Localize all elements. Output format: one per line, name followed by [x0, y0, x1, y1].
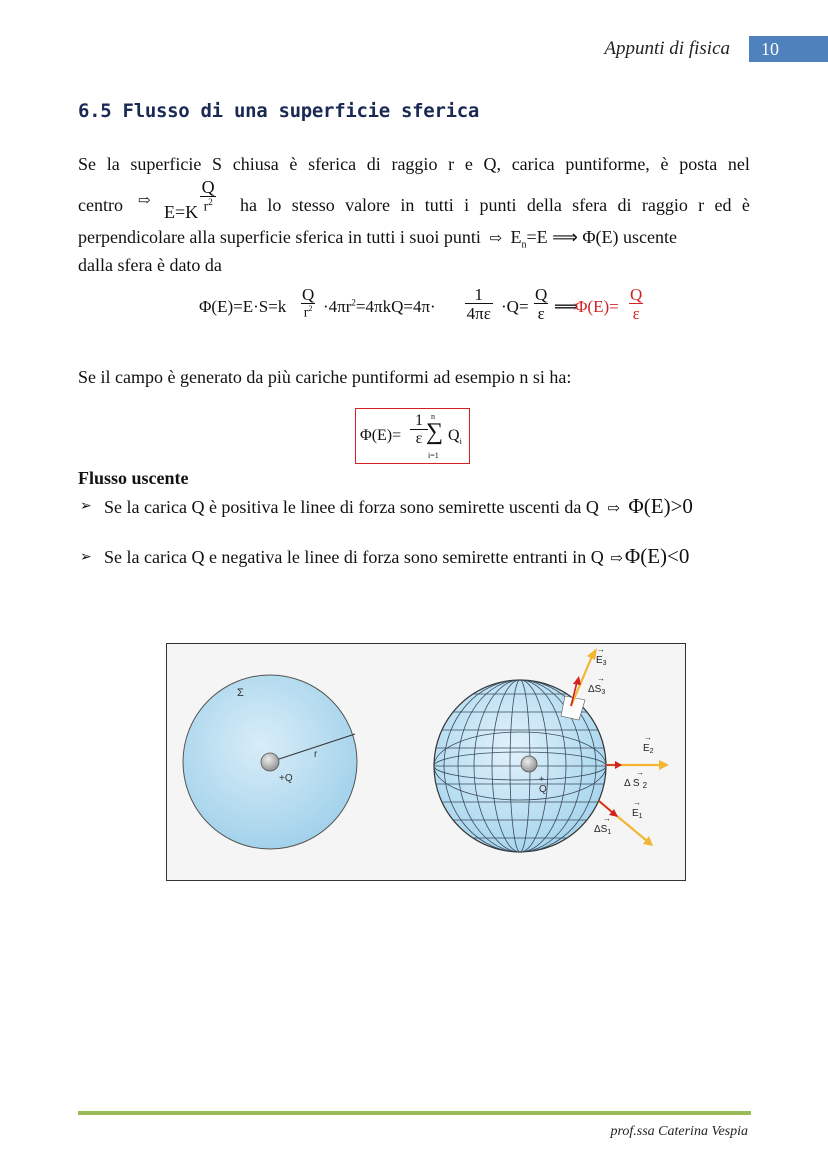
line2-word: raggio — [641, 195, 688, 215]
line1-word: chiusa — [232, 154, 279, 174]
sigma-label: Σ — [237, 687, 244, 699]
label-ds2: Δ S $_2$ — [624, 778, 648, 790]
bullet-2 — [104, 546, 689, 567]
implies-arrow-icon: ⇨ — [607, 501, 620, 517]
line2-word: tutti — [424, 195, 454, 215]
page-number: 10 — [749, 36, 828, 62]
line1-word: di — [366, 154, 381, 174]
footer-divider — [78, 1111, 751, 1115]
bullet-icon: ➢ — [80, 550, 92, 565]
gaussian-sphere-grid — [434, 680, 606, 852]
line3-text: perpendicolare alla superficie sferica in tutti i suoi punti — [78, 227, 481, 247]
charge-plus-right: + — [539, 774, 545, 784]
line2-word: di — [617, 195, 632, 215]
line1-word: raggio — [391, 154, 438, 174]
vector-arrow-icon: → — [603, 814, 611, 823]
formula-flux-negative: Φ(E)<0 — [624, 544, 690, 568]
paragraph-line-3 — [78, 228, 677, 251]
line1-word: è — [660, 154, 669, 174]
label-e2: $E_2$ — [643, 743, 654, 755]
header-title: Appunti di fisica — [604, 38, 730, 59]
line2-word: è — [741, 195, 750, 215]
vector-arrow-icon: → — [633, 798, 641, 807]
implies-arrow-icon: ⇨ — [489, 231, 502, 247]
vector-arrow-icon: → — [644, 733, 652, 742]
vector-arrow-icon: → — [597, 645, 605, 654]
label-ds1: $\Delta S_1$ — [594, 824, 612, 836]
line1-word: Q, — [483, 154, 501, 174]
paragraph-line-1 — [78, 155, 750, 173]
sphere-figure — [166, 643, 686, 881]
label-ds3: $\Delta S_3$ — [588, 684, 606, 696]
line2-word: stesso — [291, 195, 335, 215]
line2-word: ed — [714, 195, 732, 215]
line2-word: lo — [267, 195, 282, 215]
formula-coulomb: E=K $\frac{Q}{r^2}$ — [164, 177, 215, 223]
vector-arrow-icon: → — [597, 674, 605, 683]
charge-label-left: +Q — [279, 773, 293, 784]
vector-arrow-icon: → — [636, 768, 644, 777]
line1-word: la — [106, 154, 120, 174]
line1-word: nel — [727, 154, 750, 174]
paragraph-line-4: dalla sfera è dato da — [78, 255, 222, 275]
word-centro: centro — [78, 195, 123, 215]
line2-word: i — [464, 195, 470, 215]
paragraph-line-2-words — [240, 196, 750, 214]
line2-word: sfera — [572, 195, 608, 215]
line2-word: punti — [479, 195, 517, 215]
line1-word: S — [212, 154, 223, 174]
line2-word: valore — [345, 195, 391, 215]
formula-normal-component: $E_n=E$ ⟹ Φ(E) — [510, 227, 619, 251]
field-vector-e3 — [571, 648, 597, 706]
bullet-icon: ➢ — [80, 499, 92, 514]
sphere-diagram — [167, 644, 685, 880]
line1-word: carica — [511, 154, 555, 174]
footer-author: prof.ssa Caterina Vespia — [610, 1124, 748, 1139]
line2-word: r — [698, 195, 705, 215]
line2-word: ha — [240, 195, 257, 215]
point-charge-left — [261, 753, 279, 771]
line1-word: puntiforme, — [565, 154, 650, 174]
label-e1: $E_1$ — [632, 808, 643, 820]
label-e3: $E_3$ — [596, 655, 607, 667]
paragraph-line-2 — [78, 178, 750, 222]
sum-formula-box: Φ(E)= $\frac{1}{\varepsilon}$ n ∑ i=1 $Q_i$ — [355, 408, 470, 464]
radius-label: r — [314, 749, 318, 760]
flux-formula: Φ(E)=E·S=k Q $r^2$ $\cdot 4\pi r^2=4\pi kQ=4\pi\cdot$ $\frac{1}{4\pi\varepsilon}$ ·Q= $\frac{Q}{\varepsilon}$ ⟹ Φ(E)= $\frac{Q}{\varepsilon}$ — [199, 285, 643, 323]
paragraph-2: Se il campo è generato da più cariche puntiformi ad esempio n si ha: — [78, 367, 572, 387]
line2-word: della — [526, 195, 562, 215]
line1-word: Se — [78, 154, 96, 174]
line1-word: e — [464, 154, 473, 174]
point-charge-right — [521, 756, 537, 772]
line1-word: è — [289, 154, 298, 174]
subheading-flusso-uscente: Flusso uscente — [78, 468, 189, 488]
implies-arrow-icon: ⇨ — [138, 193, 151, 209]
bullet-1-text: Se la carica Q è positiva le linee di forza sono semirette uscenti da Q — [104, 497, 599, 517]
line1-word: posta — [679, 154, 718, 174]
line1-word: r — [448, 154, 455, 174]
line1-word: superficie — [130, 154, 202, 174]
line1-word: sferica — [308, 154, 357, 174]
bullet-1 — [104, 496, 693, 517]
charge-label-right: Q — [539, 784, 547, 795]
line2-word: in — [400, 195, 415, 215]
implies-arrow-icon: ⇨ — [610, 551, 623, 567]
section-title: 6.5 Flusso di una superficie sferica — [78, 100, 480, 122]
area-vector-ds2 — [606, 761, 622, 769]
bullet-2-text: Se la carica Q e negativa le linee di forza sono semirette entranti in Q — [104, 547, 604, 567]
formula-flux-positive: Φ(E)>0 — [628, 494, 693, 518]
line3-end: uscente — [623, 227, 678, 247]
